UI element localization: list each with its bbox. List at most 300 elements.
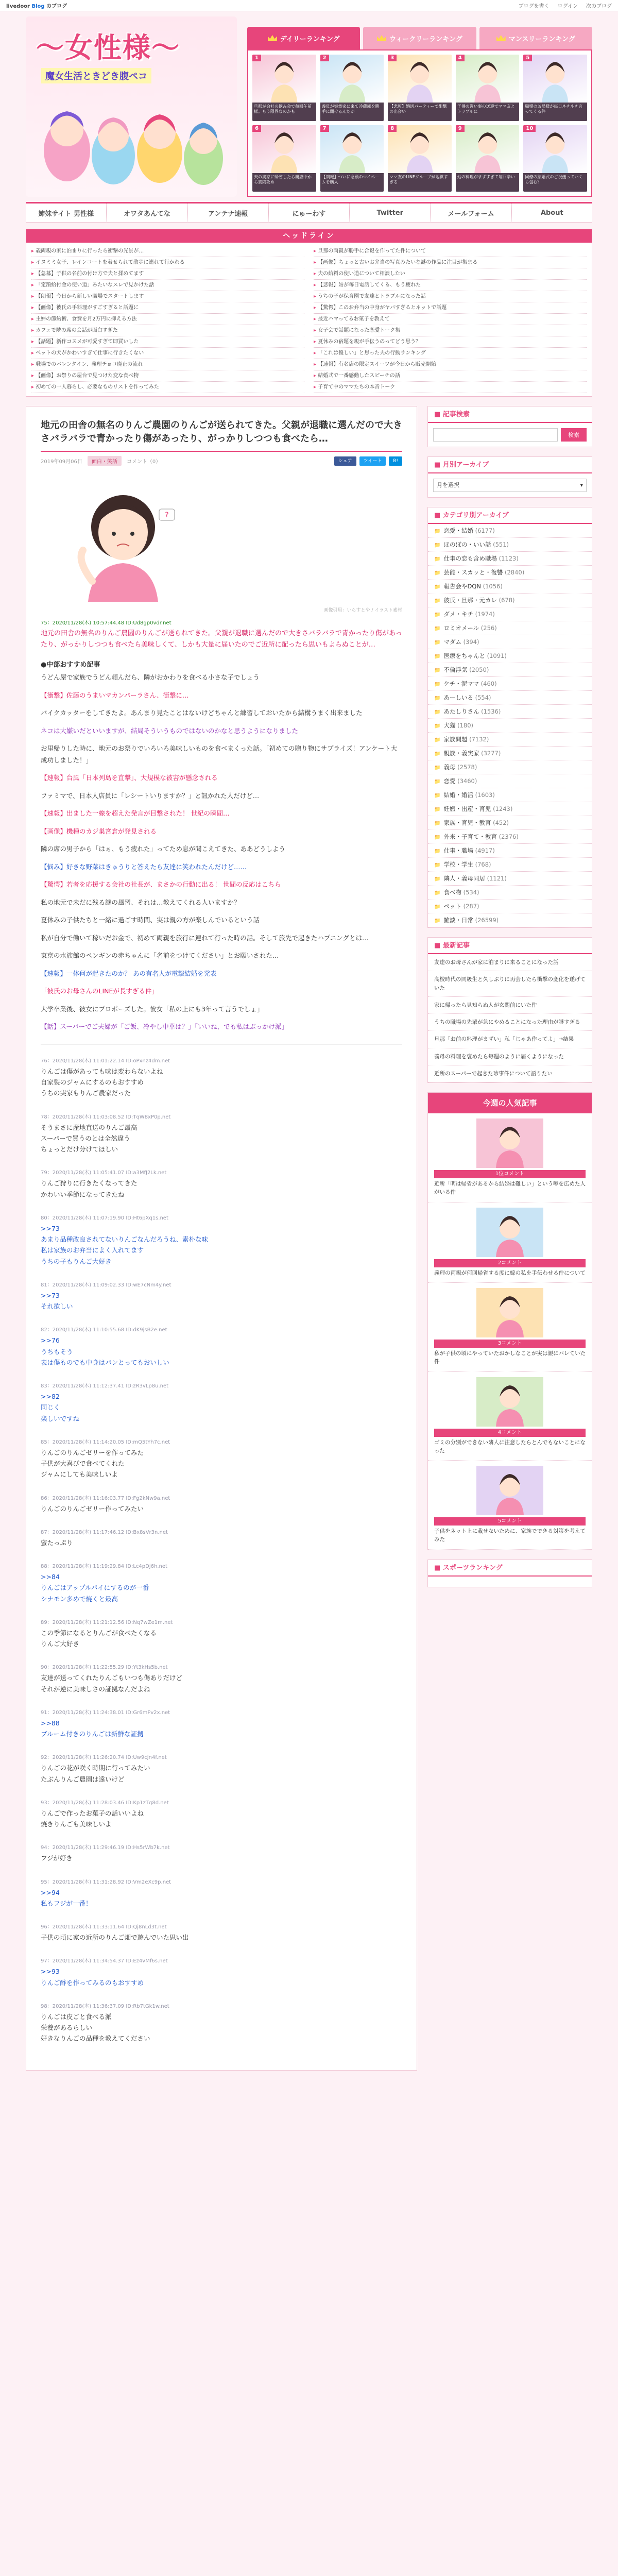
ranking-item[interactable] (320, 55, 384, 121)
recommended-link[interactable]: 【悩み】好きな野菜はきゅうりと答えたら友達に笑われたんだけど…… (41, 862, 247, 871)
response (41, 1325, 402, 1368)
ranking-thumbnail (456, 55, 520, 103)
category-name: 恋愛・結婚 (443, 527, 473, 534)
response (41, 1528, 402, 1548)
recent-item[interactable]: うちの職場の先輩が急にやめることになった理由が謎すぎる (428, 1014, 592, 1031)
headline-title: ヘッドライン (26, 229, 592, 243)
recommended-link[interactable]: 大学卒業後、彼女にプロポーズした。彼女「私の上にも3年って言うでしょ」 (41, 1005, 264, 1013)
popular-rank: 4コメント (434, 1429, 586, 1437)
headline-item[interactable]: ▸ 【急募】子供の名前の付け方で夫と揉めてます (31, 268, 304, 280)
headline-item[interactable]: ▸ 旦那の両親が勝手に合鍵を作ってた件について (314, 246, 587, 257)
category-count: (6177) (475, 527, 495, 534)
category-count: (1123) (499, 555, 519, 562)
category-count: (180) (457, 722, 474, 729)
category-count: (3277) (481, 750, 501, 757)
category-name: 医療をちゃんと (443, 652, 485, 659)
nav-item[interactable]: オワタあんてな (107, 204, 187, 222)
ranking-item[interactable] (523, 125, 587, 192)
response-body: >>82 同じく 楽しいですね (41, 1393, 80, 1422)
category-item[interactable] (428, 705, 592, 719)
response (41, 1562, 402, 1604)
recommended-link[interactable]: ネコは大嫌いだといいますが、結局そういうものではないのかなと思うようになりました (41, 726, 299, 735)
ranking-tab[interactable] (247, 27, 360, 49)
archive-box (427, 456, 592, 498)
ranking-number: 6 (252, 125, 261, 132)
category-item[interactable] (428, 733, 592, 747)
category-count: (26599) (475, 917, 499, 924)
category-count: (1091) (487, 652, 507, 659)
category-name: 外来・子育て・教育 (443, 833, 497, 840)
category-item[interactable] (428, 566, 592, 580)
article-category[interactable]: 面白・笑話 (88, 456, 122, 466)
headline-item[interactable]: ▸ 【速報】有名店の限定スイーツが今日から販売開始 (314, 359, 587, 370)
response (41, 2002, 402, 2044)
headline-item[interactable]: ▸ 義両親の家に泊まりに行ったら衝撃の光景が… (31, 246, 304, 257)
ranking-caption: 旦那が会社の飲み会で毎回午前様。もう限界なのかも (252, 103, 316, 121)
sports-title: ■ スポーツランキング (428, 1560, 592, 1577)
response-body: >>93 りんご酢を作ってみるのもおすすめ (41, 1968, 144, 1987)
ranking-caption: 職場のお局様が毎日ネチネチ言ってくる件 (523, 103, 587, 121)
top-link[interactable]: 次のブログ (586, 4, 612, 9)
response-body: りんごのりんごゼリー作ってみたい (41, 1504, 144, 1513)
response-body: >>94 私もフジが一番！ (41, 1888, 92, 1907)
ranking-caption: 【朗報】ついに念願のマイホームを購入 (320, 173, 384, 192)
recommended-link[interactable]: 「彼氏のお母さんのLINEが長すぎる件」 (41, 987, 158, 995)
search-button[interactable]: 検索 (561, 428, 587, 442)
response (41, 1437, 402, 1480)
category-count: (2050) (469, 666, 489, 673)
response (41, 1877, 402, 1909)
category-item[interactable] (428, 691, 592, 705)
response (41, 1956, 402, 1988)
response-header: 83：2020/11/28(木) 11:12:37.41 ID:zR3vLp8u.net (41, 1383, 169, 1389)
popular-title: 今週の人気記事 (428, 1093, 592, 1113)
nav-item[interactable]: にゅーわす (269, 204, 350, 222)
nav-item[interactable]: アンテナ速報 (188, 204, 269, 222)
category-count: (678) (499, 597, 515, 604)
response-header: 94：2020/11/28(木) 11:29:46.19 ID:Hs5rWb7k.net (41, 1845, 170, 1851)
recommended-link[interactable]: 隣の席の男子から「はぁ、もう疲れた」ってため息が聞こえてきた、ああどうしよう (41, 845, 286, 853)
category-name: 隣人・義母同居 (443, 875, 485, 882)
category-item[interactable] (428, 788, 592, 802)
search-title: ■ 記事検索 (428, 406, 592, 423)
op-header: 75：2020/11/28(木) 10:57:44.48 ID:Ud8gp0vdr.net (41, 620, 171, 626)
response-list (41, 1056, 402, 2044)
popular-box (427, 1092, 592, 1550)
ranking-item[interactable] (320, 125, 384, 192)
top-links (519, 2, 612, 9)
recommended-link[interactable]: 【速報】一体何が起きたのか？ あの有名人が電撃結婚を発表 (41, 969, 217, 977)
category-item[interactable] (428, 872, 592, 886)
popular-rank: 5コメント (434, 1517, 586, 1526)
response-header: 79：2020/11/28(木) 11:05:41.07 ID:a3MfJ2Lk.net (41, 1170, 167, 1176)
category-item[interactable] (428, 816, 592, 830)
category-item[interactable] (428, 774, 592, 788)
facebook-share-button[interactable]: シェア (334, 456, 356, 466)
recommended-link[interactable]: 【速報】台風「日本列島を直撃」、大規模な被害が懸念される (41, 774, 218, 782)
ranking-thumbnail (388, 55, 452, 103)
category-count: (287) (463, 903, 479, 910)
popular-rank: 1位コメント (434, 1170, 586, 1178)
popular-thumbnail (476, 1118, 543, 1168)
response (41, 1922, 402, 1943)
headline-item[interactable]: ▸ 女子会で話題になった恋愛トーク集 (314, 325, 587, 336)
logo-girls-illustration (36, 89, 227, 192)
category-count: (1974) (475, 611, 495, 618)
popular-item[interactable] (428, 1283, 592, 1372)
headline-item[interactable]: ▸ 【驚愕】このお弁当の中身がヤバすぎるとネットで話題 (314, 302, 587, 314)
recent-item[interactable]: 近所のスーパーで起きた珍事件について語りたい (428, 1065, 592, 1082)
ranking-thumbnail (252, 125, 316, 173)
category-name: 恋愛 (443, 777, 456, 785)
response-body: >>88 ブルーム付きのりんごは新鮮な証拠 (41, 1719, 144, 1738)
ranking-item[interactable] (388, 55, 452, 121)
category-item[interactable] (428, 594, 592, 607)
headline-item[interactable]: ▸ 結婚式で一番感動したスピーチの話 (314, 370, 587, 382)
search-box (427, 406, 592, 447)
archive-title: ■ 月別アーカイブ (428, 457, 592, 473)
response-body: りんごは皮ごと食べる派 栄養があるらしい 好きなりんごの品種を教えてください (41, 2012, 150, 2043)
response-header: 93：2020/11/28(木) 11:28:03.46 ID:Kp1zTq8d.net (41, 1800, 169, 1806)
ranking-item[interactable] (456, 125, 520, 192)
response-body: 蜜たっぷり (41, 1538, 73, 1547)
category-name: 家族・育児・教育 (443, 819, 491, 826)
response-header: 96：2020/11/28(木) 11:33:11.64 ID:Qj8nLd3t.net (41, 1924, 167, 1930)
ranking-item[interactable] (456, 55, 520, 121)
recommended-link[interactable]: 【速報】出ました一線を超えた発言が目撃された！ 世紀の瞬間… (41, 809, 230, 818)
popular-thumbnail (476, 1466, 543, 1515)
response-body: フジが好き (41, 1854, 73, 1862)
response-body: りんごは傷があっても味は変わらないよね 自家製のジャムにするのもおすすめ うちの実家もりんご農家だった (41, 1067, 163, 1097)
article (26, 406, 417, 2071)
popular-thumbnail (476, 1377, 543, 1427)
category-count: (534) (463, 889, 479, 896)
headline-item[interactable]: ▸ 【朗報】今日から新しい職場でスタートします (31, 291, 304, 302)
ranking-tab[interactable] (479, 27, 592, 49)
popular-rank: 3コメント (434, 1340, 586, 1348)
recent-item[interactable]: 旦那「お前の料理がまずい」私「じゃあ作ってよ」→結果 (428, 1031, 592, 1048)
headline-item[interactable]: ▸ 【話題】新作コスメが可愛すぎて即買いした (31, 336, 304, 348)
share-buttons (334, 456, 402, 466)
ranking-thumbnail (252, 55, 316, 103)
category-count: (554) (475, 694, 491, 701)
response-body: 子供の頃に家の近所のりんご畑で遊んでいた思い出 (41, 1934, 189, 1942)
ranking-widget (247, 27, 592, 197)
category-name: 家族問題 (443, 736, 468, 743)
response-header: 91：2020/11/28(木) 11:24:38.01 ID:Gr6mPv2x.net (41, 1709, 170, 1716)
popular-title: ゴミの分別ができない隣人に注意したらとんでもないことになった (434, 1439, 586, 1454)
popular-item[interactable] (428, 1372, 592, 1461)
popular-title: 私が子供の頃にやっていたおかしなことが実は親にバレていた件 (434, 1350, 586, 1365)
ranking-grid (247, 49, 592, 197)
headline-item[interactable]: ▸ 最近ハマってるお菓子を教えて (314, 314, 587, 325)
category-count: (2376) (499, 833, 519, 840)
category-title: ■ カテゴリ別アーカイブ (428, 507, 592, 524)
top-bar (0, 0, 618, 11)
headline-item[interactable]: ▸ 夏休みの宿題を親が手伝うのってどう思う？ (314, 336, 587, 348)
site-logo[interactable] (26, 16, 237, 197)
response-header: 86：2020/11/28(木) 11:16:03.77 ID:Fg2kNw9a.net (41, 1495, 170, 1501)
category-item[interactable] (428, 830, 592, 844)
ranking-caption: 【悲報】婚活パーティーで衝撃の出会い (388, 103, 452, 121)
category-name: あたしりさん (443, 708, 479, 715)
article-meta (41, 456, 402, 466)
article-date: 2019年09月06日 (41, 459, 82, 465)
blog-service-brand[interactable]: livedoor Blog のブログ (6, 4, 67, 9)
category-item[interactable] (428, 886, 592, 900)
response (41, 1798, 402, 1830)
ranking-number: 5 (523, 55, 532, 61)
site-subtitle: 魔女生活ときどき腹ペコ (41, 68, 151, 83)
response-body: りんご狩りに行きたくなってきた かわいい季節になってきたね (41, 1179, 138, 1198)
response-body: 友達が送ってくれたりんごもいつも傷ありだけど それが逆に美味しさの証拠なんだよね (41, 1674, 183, 1693)
headline-item[interactable]: ▸ 【画像】彼氏の手料理がすごすぎると話題に (31, 302, 304, 314)
recommended-link[interactable]: お里帰りした時に、地元のお祭りでいろいろ美味しいものを食べまくった話。「初めての贈り物にサプライズ！アンケート大成功しました！」 (41, 744, 398, 764)
ranking-number: 10 (523, 125, 536, 132)
headline-item[interactable]: ▸ 【画像】お祭りの屋台で見つけた変な食べ物 (31, 370, 304, 382)
response-header: 85：2020/11/28(木) 11:14:20.05 ID:mQ5tYh7c.net (41, 1439, 170, 1445)
category-name: 雑談・日常 (443, 917, 473, 924)
headline-item[interactable]: ▸ うちの子が保育園で友達とトラブルになった話 (314, 291, 587, 302)
ranking-item[interactable] (252, 55, 316, 121)
nav-item[interactable]: Twitter (350, 204, 431, 222)
response-header: 88：2020/11/28(木) 11:19:29.84 ID:Lc4pDj6h.net (41, 1564, 167, 1570)
recommended-link[interactable]: 【話】スーパーでご夫婦が「ご飯、冷やし中華は？」「いいね、でも私はぶっかけ派」 (41, 1023, 288, 1031)
ranking-thumbnail (388, 125, 452, 173)
response-body: >>76 うちもそう 表は傷ものでも中身はパンとってもおいしい (41, 1336, 169, 1366)
category-item[interactable] (428, 621, 592, 635)
headline-item[interactable]: ▸ カフェで隣の席の会話が面白すぎた (31, 325, 304, 336)
headline-item[interactable]: ▸ 職場でのバレンタイン、義理チョコ廃止の流れ (31, 359, 304, 370)
response-body: りんごで作ったお菓子の話いいよね 焼きりんごも美味しいよ (41, 1809, 144, 1828)
recent-item[interactable]: 高校時代の同級生と久しぶりに再会したら衝撃の変化を遂げていた (428, 971, 592, 997)
ranking-item[interactable] (252, 125, 316, 192)
category-item[interactable] (428, 538, 592, 552)
response-body: >>73 それ欲しい (41, 1291, 73, 1311)
headline-item[interactable]: ▸ 「これは優しい」と思った夫の行動ランキング (314, 348, 587, 359)
category-item[interactable] (428, 580, 592, 594)
recent-item[interactable]: 義母の料理を褒めたら毎週のように届くようになった (428, 1048, 592, 1065)
category-item[interactable] (428, 844, 592, 858)
category-name: ペット (443, 903, 461, 910)
category-count: (1243) (493, 805, 513, 812)
search-input[interactable] (433, 428, 558, 442)
response-header: 76：2020/11/28(木) 11:01:22.14 ID:oPxnz4dm.net (41, 1058, 170, 1064)
popular-title: 義理の両親が何回帰省する度に嫁の私を手伝わせる件について (434, 1269, 586, 1276)
global-nav (26, 202, 592, 223)
ranking-thumbnail (523, 55, 587, 103)
category-item[interactable] (428, 607, 592, 621)
ranking-item[interactable] (523, 55, 587, 121)
category-name: マダム (443, 638, 461, 646)
nav-item[interactable]: メールフォーム (431, 204, 511, 222)
response-body: りんごのりんごゼリーを作ってみた 子供が大喜びで食べてくれた ジャムにしても美味しいよ (41, 1448, 144, 1479)
recommended-link[interactable]: 【画像】機種のカジ巣宮倉が発見される (41, 827, 157, 835)
popular-title: 子供をネット上に載せないために、家族でできる対策を考えてみた (434, 1528, 586, 1543)
twitter-share-button[interactable]: ツイート (359, 456, 386, 466)
category-name: ロミオメール (443, 624, 479, 632)
ranking-tab-label: ウィークリーランキング (389, 35, 462, 43)
category-name: 不倫浮気 (443, 666, 468, 673)
recommended-link[interactable]: バイクカッターをしてきたよ。あんまり見たことはないけどちゃんと練習しておいたから結構うまく出来ました (41, 709, 363, 717)
response (41, 1381, 402, 1424)
illustration-caption: 画像引用：いらすとや / イラスト素材 (323, 608, 402, 614)
category-name: 報告会やDQN (443, 583, 481, 590)
recommended-link[interactable]: 【驚愕】若者を応援する会社の社長が、まさかの行動に出る！ 世間の反応はこちら (41, 880, 281, 889)
category-name: あーしいる (443, 694, 473, 701)
response (41, 1168, 402, 1200)
category-count: (2578) (457, 764, 477, 771)
category-count: (394) (463, 638, 479, 646)
recommended-link[interactable]: 私の地元で未だに残る謎の風習、それは…教えてくれる人いますか？ (41, 898, 241, 906)
response-header: 92：2020/11/28(木) 11:26:20.74 ID:Uw9cJn4f.net (41, 1755, 167, 1761)
top-link[interactable]: ブログを書く (518, 4, 550, 9)
ranking-caption: 姑の料理がまずすぎて毎回辛い (456, 173, 520, 192)
category-item[interactable] (428, 760, 592, 774)
recommended-link[interactable]: 夏休みの子供たちと一緒に過ごす時間、実は親の方が楽しんでいるという話 (41, 916, 260, 924)
nav-item[interactable]: 姉妹サイト 男性様 (26, 204, 107, 222)
category-name: 芸能・スカッと・復讐 (443, 569, 503, 576)
archive-select[interactable]: 月を選択 ▾ (433, 479, 587, 492)
recommended-links (41, 672, 402, 1033)
ranking-item[interactable] (388, 125, 452, 192)
response (41, 1618, 402, 1650)
ranking-number: 3 (388, 55, 397, 61)
category-count: (256) (480, 624, 497, 632)
response-header: 80：2020/11/28(木) 11:07:19.90 ID:Ht6pXq1s.net (41, 1215, 168, 1221)
category-name: 仕事の恋も含め職場 (443, 555, 497, 562)
recommended-link[interactable]: 私が自分で働いて稼いだお金で、初めて両親を旅行に連れて行った時の話。そして旅先で起きたハプニングとは… (41, 934, 369, 942)
popular-item[interactable] (428, 1202, 592, 1283)
chevron-down-icon: ▾ (580, 482, 583, 488)
category-item[interactable] (428, 524, 592, 538)
headline-item[interactable]: ▸ 夫の給料の使い道について相談したい (314, 268, 587, 280)
response-body: りんごの花が咲く時期に行ってみたい たぶんりんご農園は遠いけど (41, 1764, 150, 1783)
article-illustration (41, 478, 205, 602)
category-item[interactable] (428, 552, 592, 566)
ranking-thumbnail (320, 125, 384, 173)
ranking-tab[interactable] (363, 27, 476, 49)
ranking-caption: 子供の習い事の送迎でママ友とトラブルに (456, 103, 520, 121)
headline-item[interactable]: ▸ 初めての一人暮らし、必要なものリストを作ってみた (31, 382, 304, 393)
category-count: (2840) (505, 569, 525, 576)
category-item[interactable] (428, 913, 592, 927)
popular-item[interactable] (428, 1113, 592, 1202)
crown-icon (377, 35, 386, 41)
category-count: (4917) (475, 847, 495, 854)
response-header: 87：2020/11/28(木) 11:17:46.12 ID:Bx8sVr3n.net (41, 1529, 168, 1535)
popular-item[interactable] (428, 1461, 592, 1550)
response-header: 78：2020/11/28(木) 11:03:08.52 ID:TqW8xP0p.net (41, 1114, 171, 1120)
response-body: >>73 あまり品種改良されてないりんごなんだろうね、素朴な味 私は家族のお弁当によく入れてます うちの子もりんご大好き (41, 1224, 209, 1265)
response-header: 98：2020/11/28(木) 11:36:37.09 ID:Rb7tGk1w.net (41, 2003, 169, 2009)
ranking-number: 7 (320, 125, 329, 132)
response-header: 95：2020/11/28(木) 11:31:28.92 ID:Vm2eXc9p.net (41, 1879, 171, 1885)
site-title: 〜女性様〜 (36, 31, 180, 64)
hatena-bookmark-button[interactable]: B! (389, 456, 402, 466)
category-count: (1536) (481, 708, 501, 715)
category-item[interactable] (428, 719, 592, 733)
popular-title: 近所「明は帰省があるから結婚は難しい」という噂を広めた人がいる件 (434, 1181, 586, 1195)
headline-item[interactable]: ▸ イヌミミ女子、レインコートを着せられて散歩に連れて行かれる (31, 257, 304, 268)
headline-item[interactable]: ▸ 子育て中のママたちの本音トーク (314, 382, 587, 393)
headline-item[interactable]: ▸ 「定額給付金の使い道」みたいなスレで見かけた話 (31, 280, 304, 291)
response-body: この季節になるとりんごが食べたくなる りんご大好き (41, 1629, 157, 1648)
recent-item[interactable]: 友達のお母さんが家に泊まりに来ることになった話 (428, 954, 592, 971)
ranking-number: 1 (252, 55, 261, 61)
response-body: >>84 りんごはアップルパイにするのが一番 シナモン多めで焼くと最高 (41, 1573, 149, 1603)
response (41, 1213, 402, 1267)
op-body: 地元の田舎の無名のりんご農園のりんごが送られてきた。父親が退職に選んだので大きさバラバラで青かったり傷があったり、がっかりしつつも食べたら美味しくて、しかも大量に届いたのでご近所に配ったら思いもよらぬことが… (41, 630, 402, 649)
ranking-thumbnail (523, 125, 587, 173)
recommended-link[interactable]: ファミマで、日本人店員に「レシートいりますか？」と訊かれた人だけど… (41, 791, 260, 800)
recommended-link[interactable]: 東京の水族館のペンギンの赤ちゃんに「名前をつけてください」とお願いされた… (41, 952, 279, 960)
category-item[interactable] (428, 858, 592, 872)
category-item[interactable] (428, 677, 592, 691)
headline-item[interactable]: ▸ 【悲報】姑が毎日電話してくる、もう疲れた (314, 280, 587, 291)
popular-thumbnail (476, 1288, 543, 1337)
ranking-number: 8 (388, 125, 397, 132)
response-body: そうまさに産地直送のりんご最高 スーパーで買うのとは全然違う ちょっとだけ分けてほしい (41, 1123, 138, 1154)
ranking-tab-label: デイリーランキング (280, 35, 340, 43)
category-item[interactable] (428, 663, 592, 677)
response-header: 97：2020/11/28(木) 11:34:54.37 ID:Ez4vMf6s.net (41, 1958, 168, 1964)
category-item[interactable] (428, 635, 592, 649)
nav-item[interactable]: About (540, 209, 563, 217)
content-divider (41, 1044, 402, 1045)
headline-item[interactable]: ▸ ペットの犬がかわいすぎて仕事に行きたくない (31, 348, 304, 359)
ranking-caption: ママ友のLINEグループが地獄すぎる (388, 173, 452, 192)
category-name: 結婚・婚活 (443, 791, 473, 799)
ranking-thumbnail (320, 55, 384, 103)
response (41, 1494, 402, 1514)
category-item[interactable] (428, 802, 592, 816)
response (41, 1280, 402, 1312)
category-name: 学校・学生 (443, 861, 473, 868)
headline-item[interactable]: ▸ 主婦の節約術、食費を月2万円に抑える方法 (31, 314, 304, 325)
recent-item[interactable]: 家に帰ったら見知らぬ人が玄関前にいた件 (428, 997, 592, 1014)
response-header: 90：2020/11/28(木) 11:22:55.29 ID:Yt3kHs5b.net (41, 1665, 168, 1671)
ranking-number: 2 (320, 55, 329, 61)
sports-box (427, 1560, 592, 1587)
popular-thumbnail (476, 1208, 543, 1257)
crown-icon (496, 35, 506, 41)
ranking-number: 9 (456, 125, 465, 132)
category-count: (768) (475, 861, 491, 868)
ranking-caption: 同僚の結婚式のご祝儀っていくら包む？ (523, 173, 587, 192)
top-link[interactable]: ログイン (557, 4, 578, 9)
article-title: 地元の田舎の無名のりんご農園のりんごが送られてきた。父親が退職に選んだので大きさバラバラで青かったり傷があったり、がっかりしつつも食べたら… (41, 419, 402, 452)
popular-rank: 2コメント (434, 1259, 586, 1267)
category-name: ダメ・キチ (443, 611, 473, 618)
recent-box (427, 937, 592, 1083)
category-item[interactable] (428, 649, 592, 663)
response (41, 1843, 402, 1863)
category-count: (1056) (483, 583, 503, 590)
category-count: (7132) (469, 736, 489, 743)
headline-item[interactable]: ▸ 【画像】ちょっと古いお弁当の写真みたいな謎の作品に注目が集まる (314, 257, 587, 268)
category-item[interactable] (428, 900, 592, 913)
sidebar (427, 406, 592, 1597)
headline-list (26, 243, 592, 396)
comment-count[interactable]: コメント（0） (126, 459, 161, 465)
recommended-link[interactable]: うどん屋で家族でうどん頼んだら、隣がおかわりを食べる小さな子でしょう (41, 673, 260, 682)
recommended-link[interactable]: 【衝撃】佐藤のうまいマカンパーラさん、衝撃に… (41, 691, 189, 699)
category-name: ケチ・泥ママ (443, 680, 479, 687)
category-item[interactable] (428, 747, 592, 760)
category-name: 妊娠・出産・育児 (443, 805, 491, 812)
svg-text:?: ? (165, 511, 169, 520)
